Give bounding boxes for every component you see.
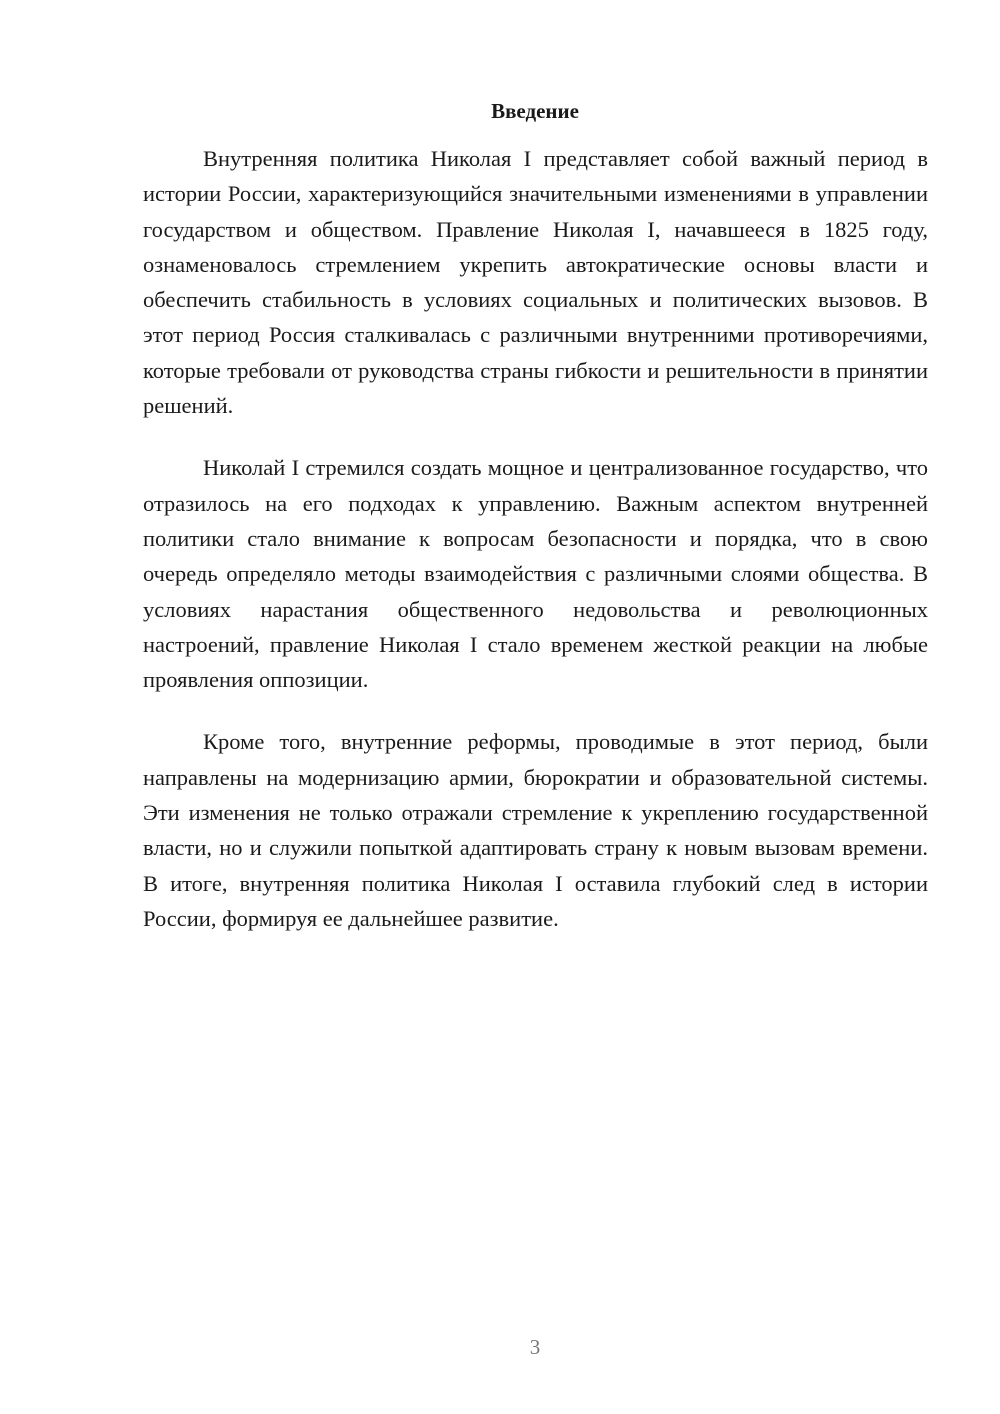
paragraph-1: Внутренняя политика Николая I представляет собой важный период в истории России, характеризующийся значительными изменениями в управлении государством и обществом. Правление Николая I, начавшееся в 1825 году, ознаменовалось стремлением укрепить автократические основы власти и обеспечить стабильность в условиях социальных и политических вызовов. В этот период Россия сталкивалась с различными внутренними противоречиями, которые требовали от руководства страны гибкости и решительности в принятии решений. [143,146,928,419]
paragraph-3: Кроме того, внутренние реформы, проводимые в этот период, были направлены на модернизацию армии, бюрократии и образовательной системы. Эти изменения не только отражали стремление к укреплению государственной власти, но и служили попыткой адаптировать страну к новым вызовам времени. В итоге, внутренняя политика Николая I оставила глубокий след в истории России, формируя ее дальнейшее развитие. [143,729,928,931]
section-heading: Введение [491,99,579,123]
paragraph-2: Николай I стремился создать мощное и централизованное государство, что отразилось на его подходах к управлению. Важным аспектом внутренней политики стало внимание к вопросам безопасности и порядка, что в свою очередь определяло методы взаимодействия с различными слоями общества. В условиях нарастания общественного недовольства и революционных настроений, правление Николая I стало временем жесткой реакции на любые проявления оппозиции. [143,455,928,693]
body-text [143,141,928,936]
page-number: 3 [529,1335,541,1359]
